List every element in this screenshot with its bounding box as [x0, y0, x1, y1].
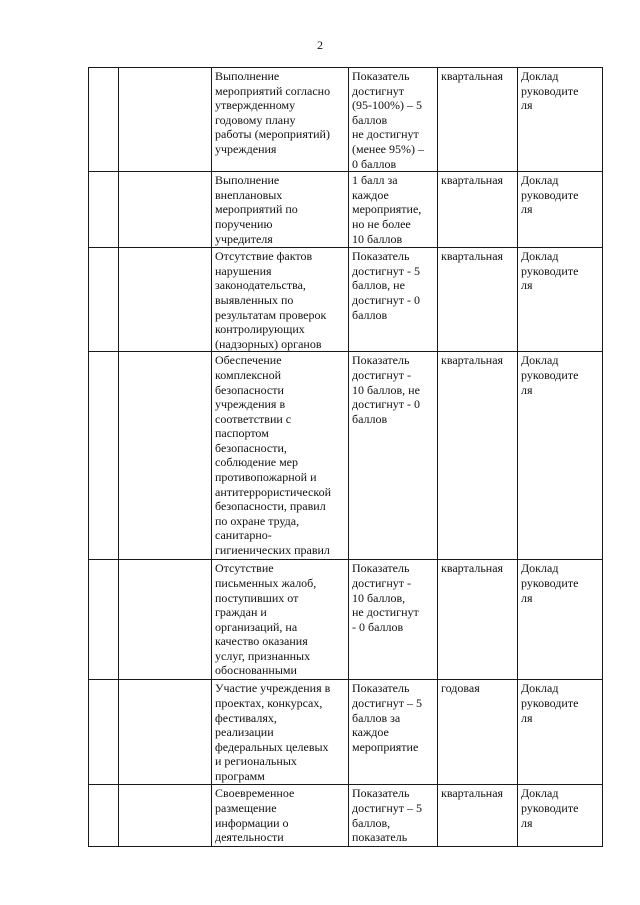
empty-cell — [89, 68, 119, 172]
criterion-text: Выполнение внеплановых мероприятий по поручению учредителя — [215, 173, 298, 246]
criterion-cell — [212, 785, 349, 847]
indicator-text: Показатель достигнут – 5 баллов за каждое мероприятие — [352, 681, 422, 754]
source-cell — [518, 172, 603, 248]
empty-cell — [89, 248, 119, 352]
empty-cell — [119, 68, 212, 172]
table-row — [89, 352, 603, 560]
criterion-cell — [212, 68, 349, 172]
empty-cell — [89, 785, 119, 847]
source-cell — [518, 680, 603, 785]
empty-cell — [119, 680, 212, 785]
criterion-text: Своевременное размещение информации о деятельности — [215, 786, 295, 845]
source-text: Доклад руководите ля — [521, 249, 579, 293]
source-text: Доклад руководите ля — [521, 561, 579, 605]
table-row — [89, 785, 603, 847]
periodicity-text: годовая — [441, 681, 480, 696]
criterion-text: Отсутствие письменных жалоб, поступивших от граждан и организаций, на качество оказания услуг, признанных обоснованными — [215, 561, 317, 678]
source-text: Доклад руководите ля — [521, 786, 579, 830]
criterion-cell — [212, 248, 349, 352]
empty-cell — [89, 172, 119, 248]
empty-cell — [119, 248, 212, 352]
criterion-cell — [212, 680, 349, 785]
table-row — [89, 248, 603, 352]
periodicity-text: квартальная — [441, 561, 504, 576]
criterion-text: Участие учреждения в проектах, конкурсах, фестивалях, реализации федеральных целевых и региональных программ — [215, 681, 331, 783]
indicator-cell — [349, 68, 438, 172]
source-cell — [518, 248, 603, 352]
indicator-text: Показатель достигнут - 10 баллов, не достигнут - 0 баллов — [352, 561, 419, 634]
table-row — [89, 680, 603, 785]
source-cell — [518, 68, 603, 172]
periodicity-text: квартальная — [441, 353, 504, 368]
source-cell — [518, 785, 603, 847]
empty-cell — [119, 352, 212, 560]
indicator-cell — [349, 172, 438, 248]
empty-cell — [119, 560, 212, 680]
indicator-text: Показатель достигнут (95-100%) – 5 баллов не достигнут (менее 95%) – 0 баллов — [352, 69, 424, 171]
empty-cell — [89, 680, 119, 785]
table-row — [89, 68, 603, 172]
periodicity-text: квартальная — [441, 249, 504, 264]
empty-cell — [119, 785, 212, 847]
indicator-text: Показатель достигнут - 10 баллов, не достигнут - 0 баллов — [352, 353, 420, 426]
empty-cell — [89, 352, 119, 560]
source-cell — [518, 352, 603, 560]
indicator-text: 1 балл за каждое мероприятие, но не более 10 баллов — [352, 173, 422, 246]
source-text: Доклад руководите ля — [521, 681, 579, 725]
periodicity-cell — [438, 172, 518, 248]
indicator-cell — [349, 680, 438, 785]
periodicity-cell — [438, 248, 518, 352]
source-text: Доклад руководите ля — [521, 69, 579, 113]
indicator-cell — [349, 352, 438, 560]
periodicity-cell — [438, 785, 518, 847]
criterion-text: Обеспечение комплексной безопасности учреждения в соответствии с паспортом безопасности, соблюдение мер противопожарной и антитеррористической безопасности, правил по охране труда, санитарно- гигиенических правил — [215, 353, 332, 558]
source-text: Доклад руководите ля — [521, 353, 579, 397]
periodicity-cell — [438, 68, 518, 172]
source-text: Доклад руководите ля — [521, 173, 579, 217]
indicator-text: Показатель достигнут - 5 баллов, не достигнут - 0 баллов — [352, 249, 420, 322]
source-cell — [518, 560, 603, 680]
periodicity-cell — [438, 560, 518, 680]
criterion-cell — [212, 560, 349, 680]
indicator-cell — [349, 248, 438, 352]
periodicity-text: квартальная — [441, 173, 504, 188]
periodicity-cell — [438, 680, 518, 785]
indicator-cell — [349, 560, 438, 680]
empty-cell — [89, 560, 119, 680]
criterion-text: Выполнение мероприятий согласно утвержденному годовому плану работы (мероприятий) учреждения — [215, 69, 331, 156]
table-row — [89, 172, 603, 248]
table-row — [89, 560, 603, 680]
periodicity-text: квартальная — [441, 69, 504, 83]
criterion-cell — [212, 172, 349, 248]
page-number: 2 — [317, 38, 323, 52]
periodicity-text: квартальная — [441, 786, 504, 801]
criterion-text: Отсутствие фактов нарушения законодательства, выявленных по результатам проверок контролирующих (надзорных) органов — [215, 249, 327, 351]
indicator-text: Показатель достигнут – 5 баллов, показатель — [352, 786, 422, 845]
indicator-cell — [349, 785, 438, 847]
criterion-cell — [212, 352, 349, 560]
empty-cell — [119, 172, 212, 248]
criteria-table — [88, 67, 603, 847]
periodicity-cell — [438, 352, 518, 560]
